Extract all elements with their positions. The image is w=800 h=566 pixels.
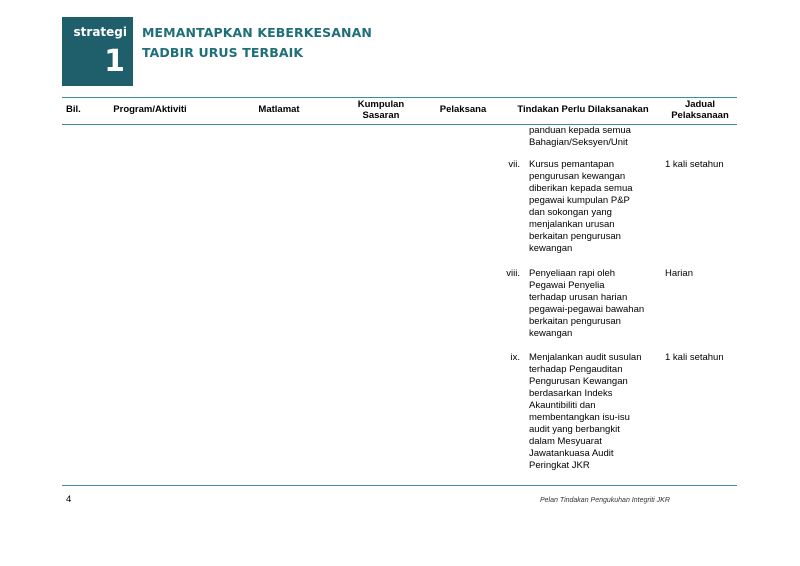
continued-action-text: panduan kepada semua Bahagian/Seksyen/Unit [529,125,631,148]
row-action: Menjalankan audit susulan terhadap Pengauditan Pengurusan Kewangan berdasarkan Indeks Akauntibiliti dan membentangkan isu-isu audit yang berbangkit dalam Mesyuarat Jawatankuasa Audit Peringkat JKR [529,352,642,471]
strategy-label: strategi [73,25,127,39]
row-action: Penyeliaan rapi oleh Pegawai Penyelia terhadap urusan harian pegawai-pegawai bawahan berkaitan pengurusan kewangan [529,268,645,339]
row-number: ix. [510,352,520,363]
row-schedule: Harian [665,268,693,279]
strategy-badge [62,17,133,86]
page-title-line1: MEMANTAPKAN KEBERKESANAN [142,25,372,40]
footer-document-title: Pelan Tindakan Pengukuhan Integriti JKR [540,497,670,504]
column-header-pelaksana: Pelaksana [439,104,487,115]
row-schedule: 1 kali setahun [665,352,724,363]
row-action: Kursus pemantapan pengurusan kewangan diberikan kepada semua pegawai kumpulan P&P dan sokongan yang menjalankan urusan berkaitan pengurusan kewangan [529,159,633,254]
column-header-tindakan: Tindakan Perlu Dilaksanakan [517,104,649,115]
table-top-rule [62,97,737,98]
column-header-program: Program/Aktiviti [113,104,187,115]
table-header-rule [62,124,737,125]
row-schedule: 1 kali setahun [665,159,724,170]
page-title-line2: TADBIR URUS TERBAIK [142,45,304,60]
column-header-matlamat: Matlamat [258,104,300,115]
strategy-number: 1 [104,44,125,79]
footer-rule [62,485,737,486]
column-header-jadual: Jadual Pelaksanaan [671,99,729,121]
row-number: viii. [506,268,520,279]
row-number: vii. [508,159,520,170]
page-number: 4 [66,494,72,505]
column-header-kumpulan-sasaran: Kumpulan Sasaran [357,99,405,121]
column-header-bil: Bil. [66,104,81,115]
